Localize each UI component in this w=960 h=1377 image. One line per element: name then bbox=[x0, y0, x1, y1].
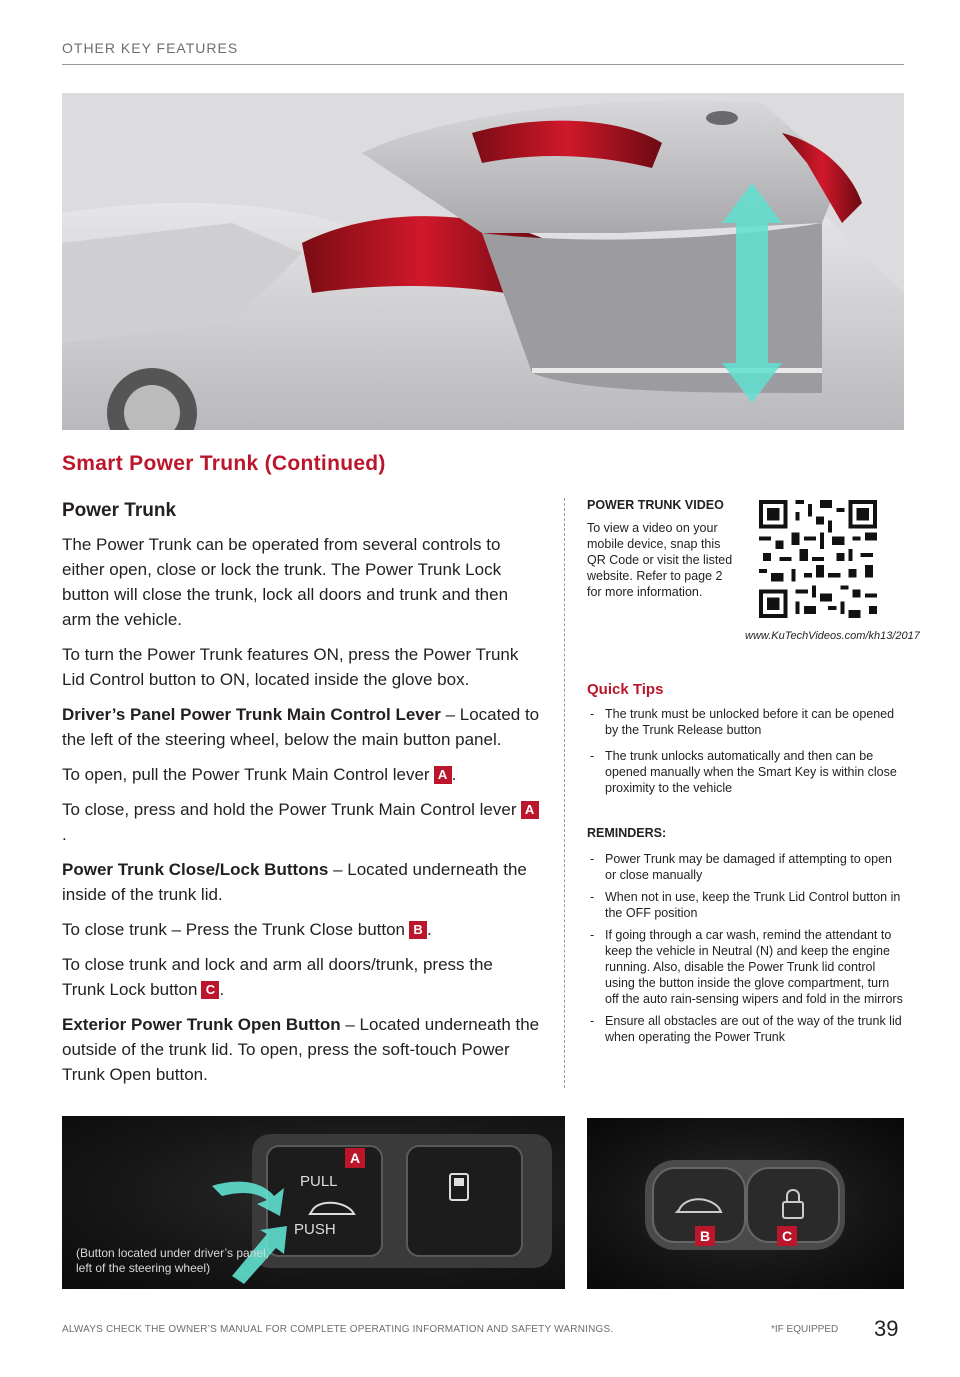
driver-panel-caption: (Button located under driver’s panel, left of the steering wheel) bbox=[76, 1246, 270, 1275]
exterior-button-heading: Exterior Power Trunk Open Button bbox=[62, 1015, 341, 1034]
label-a-tag: A bbox=[345, 1148, 365, 1168]
label-a-marker: A bbox=[521, 801, 539, 819]
list-item: - The trunk unlocks automatically and then can be opened manually when the Smart Key is within close proximity to the vehicle bbox=[587, 748, 905, 796]
reminders-title: REMINDERS: bbox=[587, 826, 667, 840]
hero-trunk-photo bbox=[62, 93, 904, 430]
label-c-tag: C bbox=[777, 1226, 797, 1246]
period: . bbox=[451, 765, 457, 784]
video-title: POWER TRUNK VIDEO bbox=[587, 498, 724, 512]
exterior-button-text: – Located underneath the outside of the trunk lid. To open, press the soft-touch Power Trunk Open button. bbox=[62, 1015, 540, 1084]
label-c-marker: C bbox=[201, 981, 219, 999]
main-content bbox=[62, 500, 540, 1097]
label-b-tag: B bbox=[695, 1226, 715, 1246]
label-b-marker: B bbox=[409, 921, 427, 939]
reminders-list bbox=[587, 851, 905, 1051]
column-divider bbox=[564, 498, 565, 1088]
main-lever-heading: Driver’s Panel Power Trunk Main Control Lever bbox=[62, 705, 441, 724]
list-item: - If going through a car wash, remind the attendant to keep the vehicle in Neutral (N) and keep the engine running. Also, disable the Power Trunk lid control using the button inside the glove compartment, turn off the auto rain-sensing wipers and fold in the mirrors bbox=[587, 927, 905, 1007]
qr-code[interactable] bbox=[759, 500, 877, 618]
close-trunk-instruction bbox=[62, 917, 540, 942]
footer-equipped-note: *IF EQUIPPED bbox=[771, 1324, 839, 1335]
section-header: OTHER KEY FEATURES bbox=[62, 40, 239, 56]
main-lever-text: – Located to the left of the steering wheel, below the main button panel. bbox=[62, 705, 540, 749]
close-lock-text: – Located underneath the inside of the trunk lid. bbox=[62, 860, 527, 904]
push-label: PUSH bbox=[294, 1221, 336, 1238]
video-description: To view a video on your mobile device, snap this QR Code or visit the listed website. Refer to page 2 for more information. bbox=[587, 521, 733, 599]
quick-tips-title: Quick Tips bbox=[587, 681, 664, 698]
main-lever-paragraph bbox=[62, 702, 540, 752]
page-number: 39 bbox=[874, 1316, 899, 1341]
video-url-link[interactable]: www.KuTechVideos.com/kh13/2017 bbox=[745, 630, 920, 642]
close-text: To close, press and hold the Power Trunk Main Control lever bbox=[62, 800, 517, 819]
close-instruction bbox=[62, 797, 540, 847]
exterior-button-paragraph bbox=[62, 1012, 540, 1087]
open-text: To open, pull the Power Trunk Main Control lever bbox=[62, 765, 430, 784]
list-item: - Power Trunk may be damaged if attempting to open or close manually bbox=[587, 851, 905, 883]
video-box bbox=[587, 498, 920, 642]
list-item: - The trunk must be unlocked before it can be opened by the Trunk Release button bbox=[587, 706, 905, 738]
pull-label: PULL bbox=[300, 1173, 338, 1190]
period: . bbox=[427, 920, 432, 939]
list-item: - Ensure all obstacles are out of the way of the trunk lid when operating the Power Trunk bbox=[587, 1013, 905, 1045]
period: . bbox=[219, 980, 225, 999]
footer-warning: ALWAYS CHECK THE OWNER’S MANUAL FOR COMPLETE OPERATING INFORMATION AND SAFETY WARNINGS. bbox=[62, 1324, 614, 1335]
trunk-buttons-photo bbox=[587, 1118, 904, 1289]
intro-paragraph: The Power Trunk can be operated from several controls to either open, close or lock the trunk. The Power Trunk Lock button will close the trunk, lock all doors and trunk and then arm the vehicle. bbox=[62, 535, 509, 629]
open-instruction bbox=[62, 762, 540, 787]
quick-tips-list bbox=[587, 706, 905, 806]
header-divider bbox=[62, 64, 904, 65]
lock-trunk-text: To close trunk and lock and arm all doors/trunk, press the Trunk Lock button bbox=[62, 955, 493, 999]
close-lock-buttons-paragraph bbox=[62, 857, 540, 907]
lock-trunk-instruction bbox=[62, 952, 540, 1002]
section-title: Smart Power Trunk (Continued) bbox=[62, 452, 386, 475]
close-trunk-text: To close trunk – Press the Trunk Close button bbox=[62, 920, 406, 939]
close-lock-heading: Power Trunk Close/Lock Buttons bbox=[62, 860, 329, 879]
feature-on-paragraph: To turn the Power Trunk features ON, press the Power Trunk Lid Control button to ON, located inside the glove box. bbox=[62, 645, 519, 689]
period: . bbox=[62, 825, 67, 844]
label-a-marker: A bbox=[434, 766, 452, 784]
driver-panel-photo bbox=[62, 1116, 565, 1289]
subsection-title: Power Trunk bbox=[62, 500, 177, 521]
list-item: - When not in use, keep the Trunk Lid Control button in the OFF position bbox=[587, 889, 905, 921]
